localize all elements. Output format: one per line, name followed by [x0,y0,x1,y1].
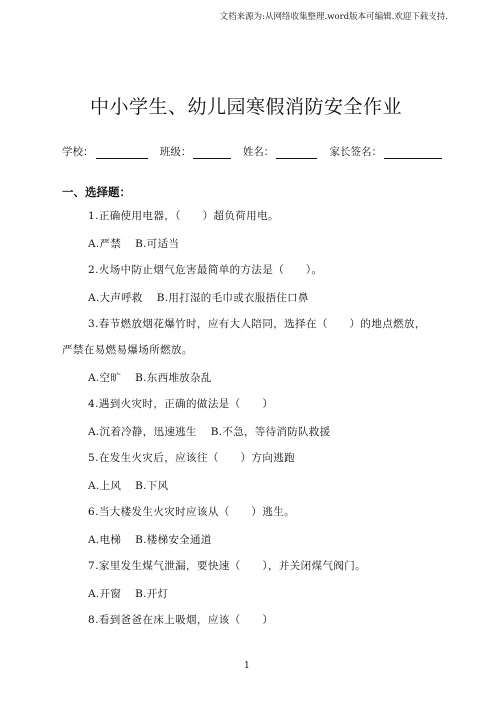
option-a: A.上风 [88,480,122,492]
name-label: 姓名： [242,146,275,158]
class-blank [193,147,230,159]
question-4-options [88,424,330,439]
option-a: A.空旷 [88,372,122,384]
option-b: B.不急，等待消防队救援 [210,426,331,438]
question-6-options [88,532,212,547]
question-8: 8.看到爸爸在床上吸烟，应该（ ） [88,614,274,626]
option-a: A.大声呼救 [88,292,143,304]
question-7: 7.家里发生煤气泄漏，要快速（ ），并关闭煤气阀门。 [88,560,367,572]
question-1: 1.正确使用电器，（ ）超负荷用电。 [88,210,279,222]
option-b: B.楼梯安全通道 [135,534,212,546]
question-3-line-2: 严禁在易燃易爆场所燃放。 [62,344,193,356]
parent-signature-blank [384,147,442,159]
school-blank [96,147,148,159]
question-2-options [88,290,309,305]
option-a: A.开窗 [88,588,122,600]
option-b: B.开灯 [135,588,169,600]
question-3-options [88,370,212,385]
student-info-row [62,144,442,159]
question-5-options [88,478,168,493]
option-a: A.严禁 [88,238,122,250]
question-5: 5.在发生火灾后，应该往（ ）方向逃跑 [88,452,296,464]
section-title: 一、选择题： [62,185,131,199]
school-label: 学校： [62,146,94,158]
page-title: 中小学生、幼儿园寒假消防安全作业 [90,96,403,118]
question-4: 4.遇到火灾时，正确的做法是（ ） [88,398,274,410]
option-b: B.东西堆放杂乱 [135,372,212,384]
name-blank [276,147,317,159]
option-a: A.电梯 [88,534,122,546]
parent-signature-label: 家长签名： [329,146,382,158]
question-1-options [88,236,179,251]
class-label: 班级： [159,146,192,158]
page-number: 1 [244,661,250,671]
question-6: 6.当大楼发生火灾时应该从（ ）逃生。 [88,506,296,518]
question-2: 2.火场中防止烟气危害最简单的方法是（ ）。 [88,264,323,276]
option-b: B.下风 [135,480,169,492]
question-7-options [88,586,168,601]
option-b: B.可适当 [135,238,180,250]
option-b: B.用打湿的毛巾或衣服捂住口鼻 [156,292,309,304]
header-note: 文档来源为:从网络收集整理.word版本可编辑.欢迎下载支持. [219,12,448,22]
option-a: A.沉着冷静，迅速逃生 [88,426,197,438]
question-3-line-1: 3.春节燃放烟花爆竹时，应有大人陪同，选择在（ ）的地点燃放， [88,318,426,330]
